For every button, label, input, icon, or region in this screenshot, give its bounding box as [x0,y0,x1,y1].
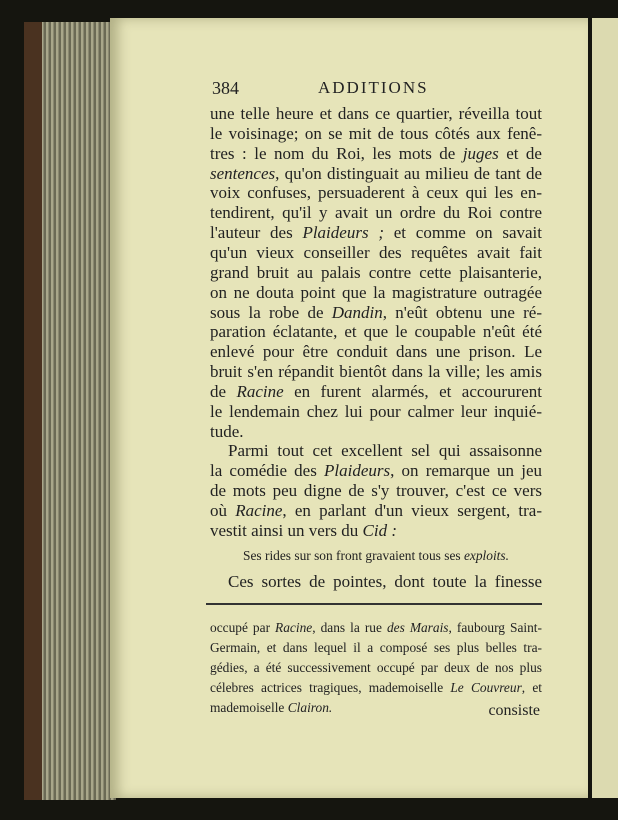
text-line [210,203,542,223]
text-segment: le lendemain chez lui pour calmer leur inquié- [210,401,542,421]
italic-text: Plaideurs [324,461,391,481]
text-line [210,638,542,658]
italic-text: juges [462,143,499,163]
text-line [210,521,542,541]
italic-text: Racine [235,501,283,520]
text-line [228,441,542,461]
text-segment: enlevé pour être conduit dans une prison. Le [210,342,542,362]
text-line [228,572,542,592]
text-line [210,461,542,481]
text-segment: , et [521,680,542,695]
text-segment: mademoiselle [210,700,288,715]
text-segment: en furent alarmés, et accoururent [283,381,542,401]
verse-quote [210,548,542,564]
text-segment: Parmi tout cet excellent sel qui assaisonne [228,441,542,461]
text-segment: une telle heure et dans ce quartier, réveilla tout [210,104,542,123]
text-line [210,283,542,303]
text-line [210,658,542,678]
text-segment: occupé par [210,620,276,635]
italic-text: Racine [275,620,313,635]
italic-text: Le Couvreur [450,680,522,695]
text-segment: le voisinage; on se mit de tous côtés aux fenê- [210,123,542,143]
text-segment: Ces sortes de pointes, dont toute la finesse [228,572,542,591]
text-segment: de [210,381,237,401]
text-line [210,223,542,243]
text-line [210,183,542,203]
text-segment: célebres actrices tragiques, mademoiselle [210,680,451,695]
text-segment: la comédie des [210,461,325,481]
text-line [210,618,542,638]
italic-text: Racine [236,381,284,401]
text-line [210,303,542,323]
text-segment: , n'eût obtenu une ré- [382,302,542,322]
text-segment: tendirent, qu'il y avait un ordre du Roi contre [210,203,542,223]
text-line [210,402,542,422]
text-line [210,243,542,263]
text-line [210,124,542,144]
text-segment: tres : le nom du Roi, les mots de [210,143,463,163]
text-line [210,422,542,442]
text-line [210,678,542,698]
text-segment: bruit s'en répandit bientôt dans la ville; les amis [210,362,542,382]
text-segment: tude. [210,421,244,441]
text-line [210,164,542,184]
text-line [210,362,542,382]
text-segment: , faubourg Saint- [448,620,542,635]
text-segment: et comme on savait [383,223,542,243]
text-segment: l'auteur des [210,223,303,243]
text-segment: où [210,501,236,520]
text-segment: Ses rides sur son front gravaient tous ses [243,548,464,563]
text-segment: vestit ainsi un vers du [210,520,363,540]
text-line [210,322,542,342]
book-cover-edge [24,22,42,800]
italic-text: exploits. [463,548,509,563]
text-segment: de mots peu digne de s'y trouver, c'est ce vers [210,481,542,501]
text-segment: , en parlant d'un vieux sergent, tra- [282,501,543,520]
text-line [210,481,542,501]
running-title: ADDITIONS [318,78,429,97]
text-line [210,263,542,283]
next-page-edge [592,18,618,798]
page-number: 384 [212,78,239,98]
text-line [210,104,542,124]
text-line [210,342,542,362]
italic-text: sentences [210,163,276,183]
italic-text: Dandin [331,302,383,322]
text-segment: on ne douta point que la magistrature outragée [210,282,542,302]
text-segment: , dans la rue [312,620,387,635]
text-segment: sous la robe de [210,302,332,322]
catchword: consiste [488,702,540,719]
text-segment: et de [498,143,542,163]
text-segment: grand bruit au palais contre cette plaisanterie, [210,262,542,282]
italic-text: Plaideurs ; [302,223,384,243]
text-segment: , on remarque un jeu [390,461,542,481]
text-line [210,144,542,164]
text-segment: gédies, a été successivement occupé par deux de nos plus [210,660,542,675]
text-segment: qu'un vieux conseiller des requêtes avait fait [210,242,542,262]
italic-text: des Marais [386,620,449,635]
italic-text: Cid : [362,520,397,540]
text-segment: voix confuses, persuaderent à ceux qui les en- [210,183,542,203]
text-line [210,501,542,521]
italic-text: Clairon. [287,700,333,715]
text-segment: Germain, et dans lequel il a composé ses plus belles tra- [210,640,542,655]
text-segment: paration éclatante, et que le coupable n'eût été [210,322,542,342]
text-segment: , qu'on distinguait au milieu de tant de [275,163,542,183]
text-line [210,382,542,402]
footnote-rule [206,603,542,605]
